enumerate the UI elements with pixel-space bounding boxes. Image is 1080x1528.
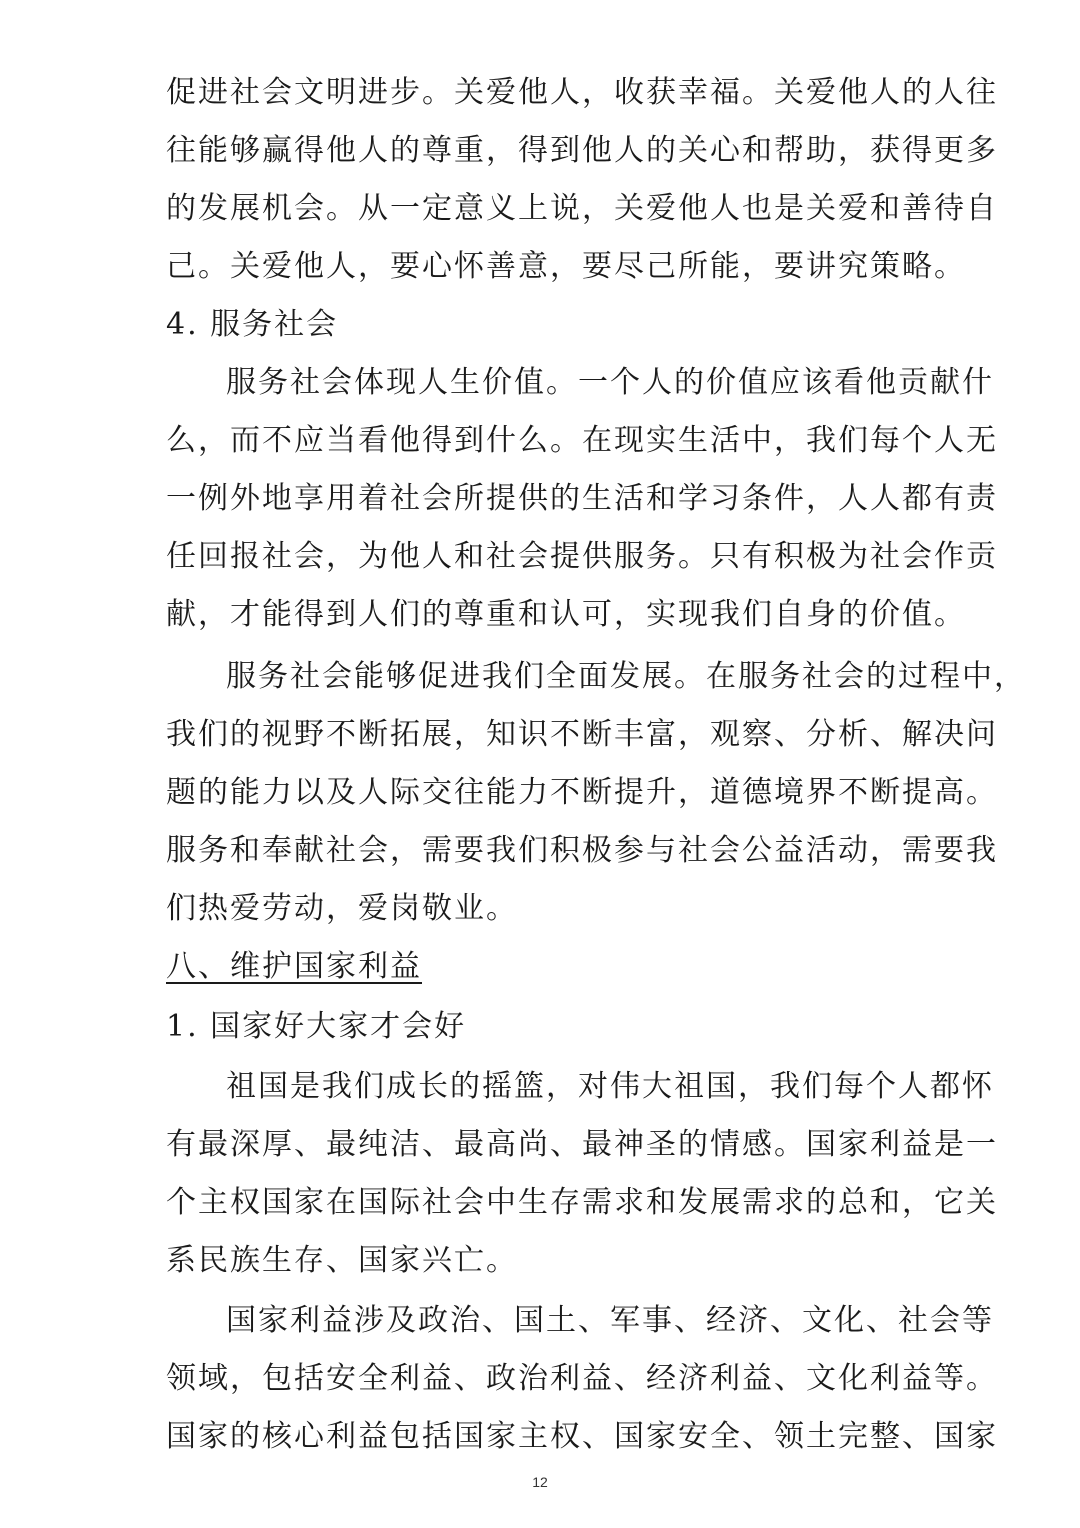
body-line: 系民族生存、国家兴亡。 [166,1243,518,1278]
body-line: 么，而不应当看他得到什么。在现实生活中，我们每个人无 [166,423,998,458]
body-line: 一例外地享用着社会所提供的生活和学习条件，人人都有责 [166,481,998,516]
section-heading-1: 1. 国家好大家才会好 [166,1009,467,1044]
body-line: 己。关爱他人，要心怀善意，要尽己所能，要讲究策略。 [166,249,966,284]
body-line: 服务社会体现人生价值。一个人的价值应该看他贡献什 [226,365,994,400]
body-line: 往能够赢得他人的尊重，得到他人的关心和帮助，获得更多 [166,133,998,168]
body-line: 祖国是我们成长的摇篮，对伟大祖国，我们每个人都怀 [226,1069,994,1104]
body-line: 服务和奉献社会，需要我们积极参与社会公益活动，需要我 [166,833,998,868]
body-line: 国家的核心利益包括国家主权、国家安全、领土完整、国家 [166,1419,998,1454]
body-line: 的发展机会。从一定意义上说，关爱他人也是关爱和善待自 [166,191,998,226]
body-line: 献，才能得到人们的尊重和认可，实现我们自身的价值。 [166,597,966,632]
body-line: 促进社会文明进步。关爱他人，收获幸福。关爱他人的人往 [166,75,998,110]
body-line: 个主权国家在国际社会中生存需求和发展需求的总和，它关 [166,1185,998,1220]
body-line: 我们的视野不断拓展，知识不断丰富，观察、分析、解决问 [166,717,998,752]
body-line: 题的能力以及人际交往能力不断提升，道德境界不断提高。 [166,775,998,810]
body-line: 领域，包括安全利益、政治利益、经济利益、文化利益等。 [166,1361,998,1396]
body-line: 有最深厚、最纯洁、最高尚、最神圣的情感。国家利益是一 [166,1127,998,1162]
body-line: 任回报社会，为他人和社会提供服务。只有积极为社会作贡 [166,539,998,574]
page-number: 12 [532,1474,548,1490]
body-line: 服务社会能够促进我们全面发展。在服务社会的过程中， [226,659,1026,694]
body-line: 们热爱劳动，爱岗敬业。 [166,891,518,926]
body-line: 国家利益涉及政治、国土、军事、经济、文化、社会等 [226,1303,994,1338]
chapter-heading: 八、维护国家利益 [166,949,422,984]
section-heading-4: 4. 服务社会 [166,307,339,342]
